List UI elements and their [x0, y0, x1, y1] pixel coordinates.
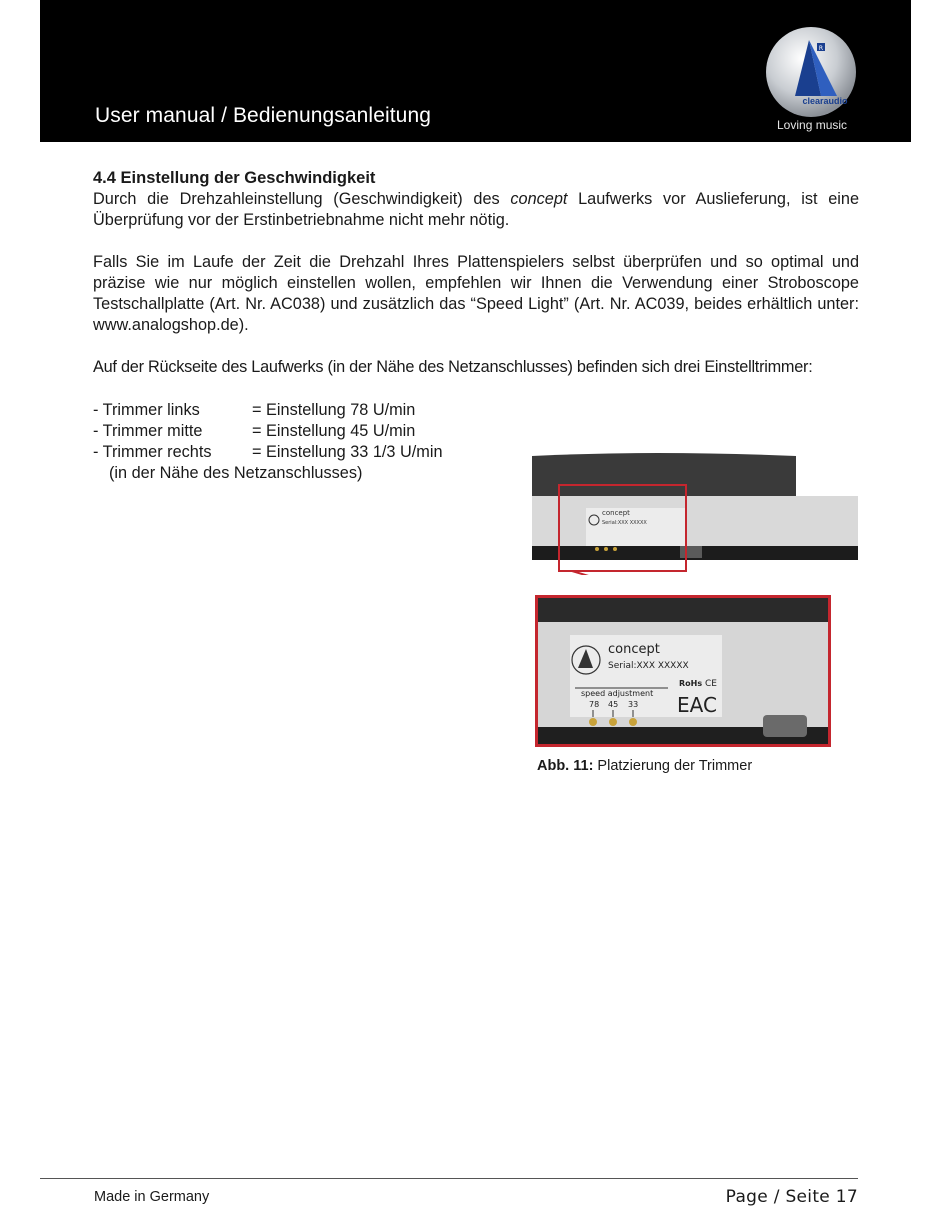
footer-divider [40, 1178, 858, 1179]
svg-text:RoHs: RoHs [679, 679, 703, 688]
svg-text:45: 45 [608, 700, 619, 709]
svg-text:concept: concept [608, 642, 660, 657]
list-item: - Trimmer mitte = Einstellung 45 U/min [93, 422, 416, 440]
clearaudio-logo [765, 26, 857, 118]
svg-text:33: 33 [628, 700, 639, 709]
svg-text:speed adjustment: speed adjustment [581, 689, 654, 698]
svg-text:Serial:XXX XXXXX: Serial:XXX XXXXX [602, 520, 647, 526]
brand-tagline: Loving music [777, 118, 848, 132]
svg-text:CE: CE [705, 679, 717, 689]
page-header [40, 0, 911, 142]
trimmer-list [93, 400, 443, 484]
page-number: Page / Seite 17 [725, 1187, 858, 1207]
paragraph-intro: Durch die Drehzahleinstellung (Geschwindigkeit) des concept Laufwerks vor Auslieferung, ist eine Überprüfung vor der Erstinbetriebnahme nicht mehr nötig. [93, 190, 859, 229]
footer-made-in: Made in Germany [94, 1189, 210, 1205]
list-item: - Trimmer rechts = Einstellung 33 1/3 U/min [93, 443, 443, 461]
list-item: - Trimmer links = Einstellung 78 U/min [93, 401, 416, 419]
turntable-rear-photo [532, 450, 858, 575]
svg-text:R: R [818, 45, 824, 52]
svg-text:concept: concept [602, 509, 630, 517]
header-title: User manual / Bedienungsanleitung [95, 104, 432, 127]
figure-caption: Abb. 11: Platzierung der Trimmer [537, 758, 753, 774]
svg-text:78: 78 [589, 700, 600, 709]
section-title: 4.4 Einstellung der Geschwindigkeit [93, 169, 376, 187]
product-name-emphasis: concept [510, 190, 568, 208]
paragraph-trimmers-intro: Auf der Rückseite des Laufwerks (in der Nähe des Netzanschlusses) befinden sich drei Einstelltrimmer: [93, 358, 813, 376]
svg-text:EAC: EAC [677, 693, 717, 717]
logo-wordmark: clearaudio [802, 96, 848, 106]
svg-text:Serial:XXX XXXXX: Serial:XXX XXXXX [608, 661, 689, 671]
section-content [93, 168, 859, 378]
trimmer-note: (in der Nähe des Netzanschlusses) [109, 464, 363, 482]
trimmer-detail-photo [535, 595, 831, 747]
paragraph-testing: Falls Sie im Laufe der Zeit die Drehzahl Ihres Plattenspielers selbst überprüfen und so optimal und präzise wie nur möglich einstellen wollen, empfehlen wir Ihnen die Verwendung einer Stroboscope Testschallplatte (Art. Nr. AC038) und zusätzlich das “Speed Light” (Art. Nr. AC039, beides erhältlich unter: www.analogshop.de). [93, 253, 859, 334]
